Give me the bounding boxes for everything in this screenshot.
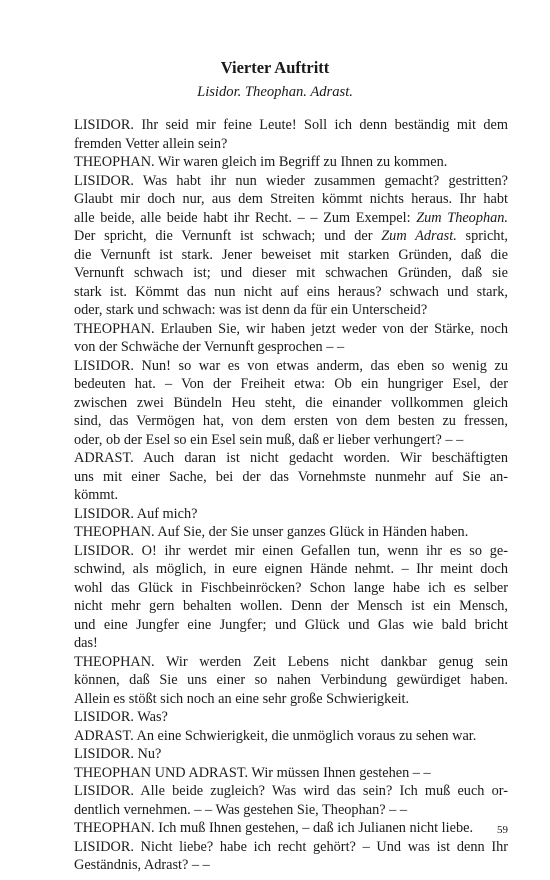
text-line: wohl das Glück in Fischbeinröcken? Schon lange habe ich es selber: [74, 579, 508, 596]
text-line: LISIDOR. Was?: [74, 709, 168, 725]
text-line: THEOPHAN. Wir waren gleich im Begriff zu Ihnen zu kommen.: [74, 154, 448, 170]
text-line: LISIDOR. Nu?: [74, 746, 162, 762]
dialogue-body: [74, 116, 508, 875]
text-line: und eine Jungfer eine Jungfer; und Glück und Glas wie bald bricht: [74, 616, 508, 633]
text-line: bedeuten hat. – Von der Freiheit etwa: Ob ein hungriger Esel, der: [74, 376, 508, 392]
stage-direction: Zum Theophan.: [416, 209, 508, 226]
text-line: können, daß Sie uns einer so nahen Verbindung gewürdiget haben.: [74, 672, 508, 688]
text-line: uns mit einer Sache, bei der das Vornehmste nunmehr auf Sie an-: [74, 468, 508, 485]
text-line: THEOPHAN. Erlauben Sie, wir haben jetzt weder von der Stärke, noch: [74, 320, 508, 337]
text-line: schwind, als möglich, in eure eignen Hände nehmt. – Ihr meint doch: [74, 561, 508, 577]
line-text: Der spricht, die Vernunft ist schwach; und der: [74, 228, 382, 244]
line-text: spricht,: [456, 228, 508, 244]
text-line: nicht mehr gern behalten wollen. Denn der Mensch ist ein Mensch,: [74, 598, 508, 614]
text-line: von der Schwäche der Vernunft gesprochen – –: [74, 339, 345, 355]
text-line: Glaubt mir doch nur, aus dem Streiten kömmt nichts heraus. Ihr habt: [74, 191, 508, 207]
text-line: sind, das Vermögen hat, von dem ersten von dem besten zu fressen,: [74, 413, 508, 429]
text-line: oder, stark und schwach: was ist denn da für ein Unterscheid?: [74, 302, 428, 318]
text-line: LISIDOR. Nun! so war es von etwas anderm, das eben so wenig zu: [74, 357, 508, 374]
text-line: die Vernunft ist stark. Jener beweiset mit starken Gründen, daß die: [74, 246, 508, 263]
text-line: oder, ob der Esel so ein Esel sein muß, daß er lieber verhungert? – –: [74, 431, 464, 448]
text-line: [74, 209, 508, 228]
text-line: zwischen zwei Bündeln Heu steht, die einander vollkommen gleich: [74, 394, 508, 411]
text-line: LISIDOR. Auf mich?: [74, 505, 198, 522]
line-text: alle beide, alle beide habt ihr Recht. – – Zum Exempel:: [74, 209, 417, 226]
text-line: [74, 227, 508, 246]
text-line: kömmt.: [74, 487, 119, 503]
stage-direction: Zum Adrast.: [381, 228, 457, 244]
text-line: LISIDOR. Was habt ihr nun wieder zusammen gemacht? gestritten?: [74, 172, 508, 189]
text-line: LISIDOR. Alle beide zugleich? Was wird das sein? Ich muß euch or-: [74, 783, 508, 799]
text-line: THEOPHAN UND ADRAST. Wir müssen Ihnen gestehen – –: [74, 764, 431, 781]
text-line: LISIDOR. Ihr seid mir feine Leute! Soll ich denn beständig mit dem: [74, 117, 508, 133]
text-line: stark ist. Kömmt das nun nicht auf eins heraus? schwach und stark,: [74, 283, 508, 300]
text-line: Vernunft schwach ist; und dieser mit schwachen Gründen, daß sie: [74, 265, 508, 281]
text-line: Geständnis, Adrast? – –: [74, 857, 210, 873]
text-line: ADRAST. Auch daran ist nicht gedacht worden. Wir beschäftigten: [74, 450, 508, 466]
page-number: 59: [497, 824, 508, 836]
text-line: das!: [74, 635, 98, 651]
scene-persons: Lisidor. Theophan. Adrast.: [197, 84, 353, 100]
text-line: LISIDOR. O! ihr werdet mir einen Gefallen tun, wenn ihr es so ge-: [74, 542, 508, 559]
text-line: THEOPHAN. Ich muß Ihnen gestehen, – daß ich Julianen nicht liebe.: [74, 820, 474, 836]
scene-heading: Vierter Auftritt: [220, 58, 330, 77]
text-line: ADRAST. An eine Schwierigkeit, die unmöglich voraus zu sehen war.: [74, 727, 477, 744]
text-line: Allein es stößt sich noch an eine sehr große Schwierigkeit.: [74, 690, 410, 707]
text-line: THEOPHAN. Wir werden Zeit Lebens nicht dankbar genug sein: [74, 653, 508, 670]
text-line: THEOPHAN. Auf Sie, der Sie unser ganzes Glück in Händen haben.: [74, 524, 469, 540]
text-line: LISIDOR. Nicht liebe? habe ich recht gehört? – Und was ist denn Ihr: [74, 838, 508, 855]
text-line: fremden Vetter allein sein?: [74, 135, 228, 152]
text-line: dentlich vernehmen. – – Was gestehen Sie, Theophan? – –: [74, 801, 408, 818]
